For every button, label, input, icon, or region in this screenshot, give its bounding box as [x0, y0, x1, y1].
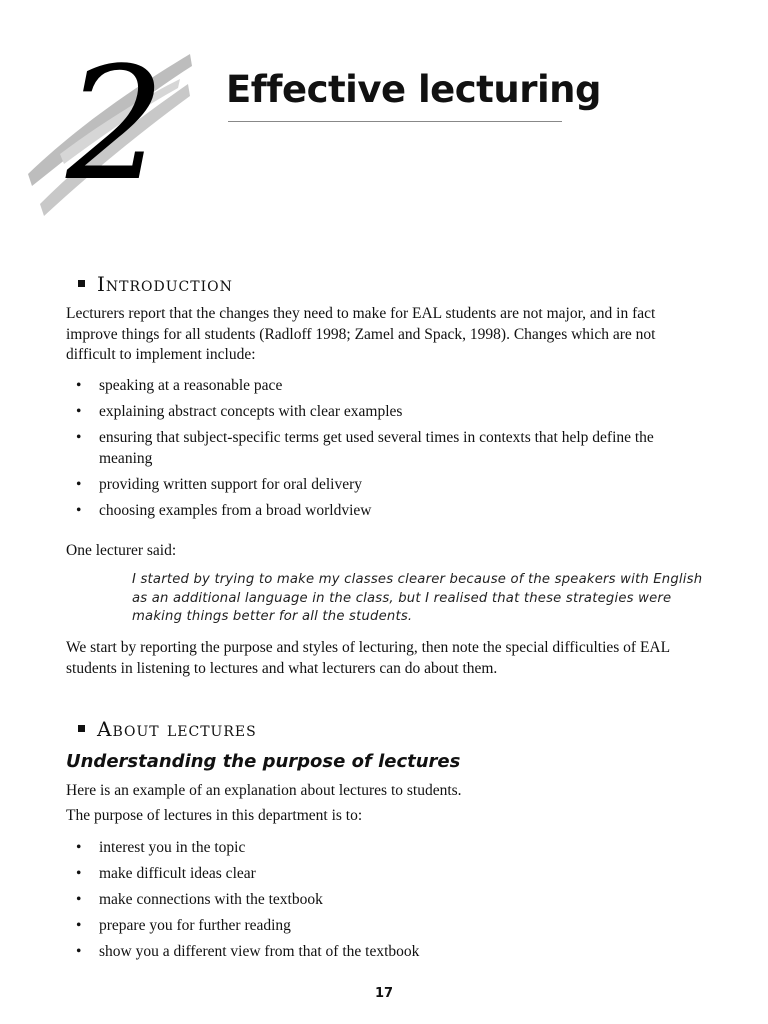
list-item-text: ensuring that subject-specific terms get used several times in contexts that help define the meaning: [99, 429, 654, 467]
list-item: [66, 501, 706, 522]
list-item: [66, 376, 706, 397]
list-item: [66, 864, 706, 885]
intro-bullet-list: [66, 376, 706, 527]
list-item-text: make connections with the textbook: [99, 891, 323, 908]
list-item-text: choosing examples from a broad worldview: [99, 501, 372, 519]
closing-paragraph: We start by reporting the purpose and styles of lecturing, then note the special difficulties of EAL students in listening to lectures and what lecturers can do about them.: [66, 639, 670, 677]
list-item: [66, 890, 706, 911]
bullet-dot-icon: •: [76, 943, 82, 960]
list-item-text: prepare you for further reading: [99, 917, 291, 934]
list-item-text: explaining abstract concepts with clear examples: [99, 403, 403, 420]
list-item: [66, 428, 706, 469]
bullet-dot-icon: •: [76, 865, 82, 882]
chapter-title: Effective lecturing: [226, 68, 601, 111]
intro-heading-text: Introduction: [97, 272, 233, 296]
list-item-text: speaking at a reasonable pace: [99, 377, 283, 394]
intro-paragraph: Lecturers report that the changes they need to make for EAL students are not major, and in fact improve things for all students (Radloff 1998; Zamel and Spack, 1998). Changes which are not difficult to implement include:: [66, 305, 656, 363]
list-item: [66, 475, 706, 496]
about-heading: [78, 717, 257, 741]
purpose-bullet-list: [66, 838, 706, 968]
list-item: [66, 916, 706, 937]
bullet-dot-icon: •: [76, 429, 82, 446]
bullet-dot-icon: •: [76, 377, 82, 394]
intro-heading: [78, 272, 233, 296]
lecturer-quote: I started by trying to make my classes clearer because of the speakers with English as an additional language in the class, but I realised that these strategies were making things better for all the students.: [132, 572, 703, 624]
bullet-dot-icon: •: [76, 917, 82, 934]
list-item: [66, 838, 706, 859]
list-item: [66, 402, 706, 423]
page-number: 17: [374, 986, 394, 1001]
title-underline: [228, 121, 562, 122]
chapter-number: 2: [66, 33, 166, 215]
list-item: [66, 942, 706, 963]
list-item-text: providing written support for oral delivery: [99, 475, 363, 493]
purpose-subheading: Understanding the purpose of lectures: [66, 751, 461, 772]
list-item-text: interest you in the topic: [99, 839, 246, 856]
square-bullet-icon: [78, 725, 85, 732]
quote-intro: One lecturer said:: [66, 542, 177, 559]
bullet-dot-icon: •: [76, 839, 82, 856]
list-item-text: make difficult ideas clear: [99, 865, 256, 882]
about-line-2: The purpose of lectures in this department is to:: [66, 807, 363, 824]
bullet-dot-icon: •: [76, 475, 82, 493]
about-line-1: Here is an example of an explanation about lectures to students.: [66, 782, 462, 799]
bullet-dot-icon: •: [76, 403, 82, 420]
about-heading-text: About lectures: [97, 717, 257, 741]
bullet-dot-icon: •: [76, 501, 82, 519]
list-item-text: show you a different view from that of the textbook: [99, 943, 420, 960]
bullet-dot-icon: •: [76, 891, 82, 908]
square-bullet-icon: [78, 280, 85, 287]
